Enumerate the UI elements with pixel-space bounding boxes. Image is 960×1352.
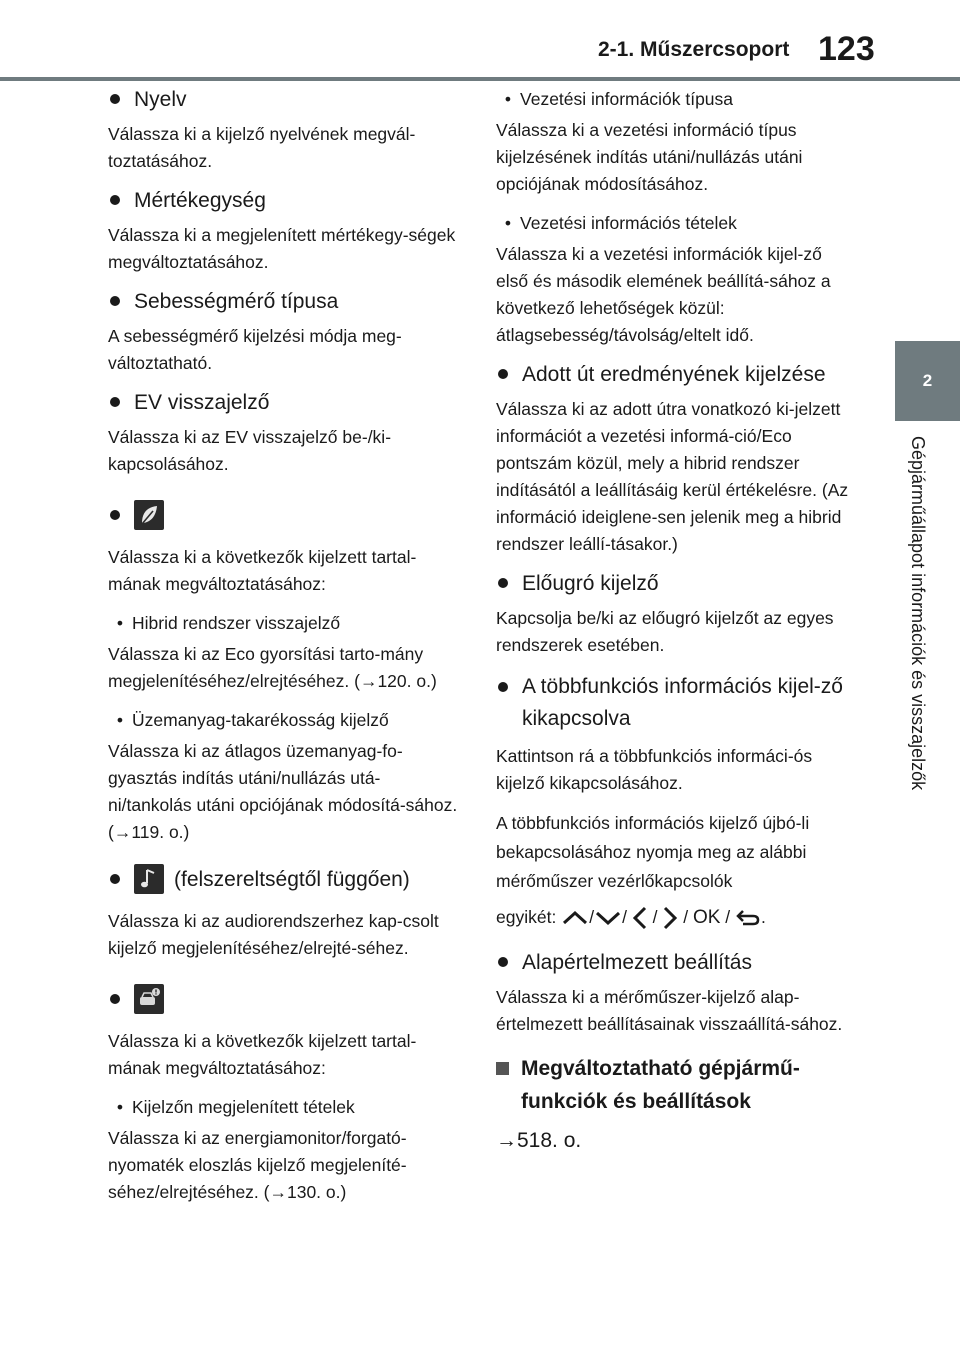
bullet-icon [110, 994, 120, 1004]
section-heading: Előugró kijelző [496, 570, 851, 597]
chapter-tab: 2 [895, 341, 960, 421]
section-heading: Mértékegység [108, 187, 463, 214]
chapter-side-label: Gépjárműállapot információk és visszajelzők [908, 436, 928, 791]
list-item: • Üzemanyag-takarékosság kijelző [108, 707, 463, 734]
control-switches-line: egyikét: / / / / OK / . [496, 902, 851, 933]
chevron-right-icon [662, 905, 678, 931]
chapter-title: 2-1. Műszercsoport [598, 38, 790, 61]
ok-icon: OK [692, 907, 721, 928]
section-text: Válassza ki az adott útra vonatkozó ki-jelzett információt a vezetési informá-ció/Eco pontszám közül, mely a hibrid rendszer indításától a leállításáig kerül értékelésre. (Az információ ideiglene-sen jelenik meg a hibrid rendszer leállí-tásakor.) [496, 399, 849, 554]
list-item-text: Válassza ki a vezetési információk kijel-ző első és második elemének beállítá-sához a következő lehetőségek közül: átlagsebesség/távolság/eltelt idő. [496, 244, 831, 345]
chevron-down-icon [594, 909, 622, 927]
list-item: • Vezetési információk típusa [496, 86, 851, 113]
eco-leaf-icon [134, 500, 164, 530]
bullet-icon [110, 397, 120, 407]
section-heading [108, 500, 463, 530]
section-heading: EV visszajelző [108, 389, 463, 416]
list-item: • Vezetési információs tételek [496, 210, 851, 237]
section-text: Válassza ki a következők kijelzett tartal-mának megváltoztatásához: [108, 547, 417, 594]
vehicle-info-icon [134, 984, 164, 1014]
page-number: 123 [818, 30, 875, 68]
bullet-icon [110, 94, 120, 104]
bullet-icon [110, 874, 120, 884]
list-item: • Kijelzőn megjelenített tételek [108, 1094, 463, 1121]
section-text: A sebességmérő kijelzési módja meg-változtatható. [108, 326, 402, 373]
right-column [496, 86, 851, 1156]
section-heading [108, 984, 463, 1014]
chevron-left-icon [632, 905, 648, 931]
section-text: Válassza ki a kijelző nyelvének megvál-toztatásához. [108, 124, 416, 171]
list-item-text: Válassza ki az energiamonitor/forgató-nyomaték eloszlás kijelző megjeleníté-séhez/elrejtéséhez. (→130. o.) [108, 1128, 407, 1202]
section-text: Kapcsolja be/ki az előugró kijelzőt az egyes rendszerek esetében. [496, 608, 834, 655]
bullet-icon [110, 510, 120, 520]
bullet-icon [110, 296, 120, 306]
section-heading: Adott út eredményének kijelzése [496, 361, 851, 388]
bullet-icon [498, 957, 508, 967]
music-note-icon [134, 864, 164, 894]
bullet-icon [110, 195, 120, 205]
list-item-text: Válassza ki az átlagos üzemanyag-fo-gyasztás indítás utáni/nullázás utá-ni/tankolás utáni opciójának módosítá-sához. (→119. o.) [108, 741, 458, 842]
back-arrow-icon [735, 908, 761, 928]
chevron-up-icon [561, 909, 589, 927]
section-heading: (felszereltségtől függően) [108, 864, 463, 894]
bullet-icon [498, 682, 508, 692]
section-heading: Alapértelmezett beállítás [496, 949, 851, 976]
section-heading: Nyelv [108, 86, 463, 113]
left-column [108, 86, 463, 1218]
header-rule [0, 77, 960, 81]
bullet-icon [498, 578, 508, 588]
list-item: • Hibrid rendszer visszajelző [108, 610, 463, 637]
square-bullet-icon [496, 1062, 509, 1075]
section-text: A többfunkciós információs kijelző újbó-li bekapcsolásához nyomja meg az alábbi mérőműszer vezérlőkapcsolók [496, 813, 810, 891]
section-text: Kattintson rá a többfunkciós informáci-ós kijelző kikapcsolásához. [496, 746, 813, 793]
subsection-heading: Megváltoztatható gépjármű-funkciók és beállítások [496, 1052, 851, 1118]
section-text: Válassza ki az audiorendszerhez kap-csolt kijelző megjelenítéséhez/elrejté-séhez. [108, 911, 439, 958]
section-text: Válassza ki a megjelenített mértékegy-ségek megváltoztatásához. [108, 225, 456, 272]
list-item-text: Válassza ki az Eco gyorsítási tarto-mány megjelenítéséhez/elrejtéséhez. (→120. o.) [108, 644, 437, 691]
list-item-text: Válassza ki a vezetési információ típus kijelzésének indítás utáni/nullázás utáni opciójának módosításához. [496, 120, 803, 194]
bullet-icon [498, 369, 508, 379]
section-text: Válassza ki az EV visszajelző be-/ki-kapcsolásához. [108, 427, 392, 474]
section-heading: A többfunkciós információs kijel-ző kikapcsolva [496, 671, 851, 735]
section-heading: Sebességmérő típusa [108, 288, 463, 315]
section-text: Válassza ki a mérőműszer-kijelző alap-értelmezett beállításainak visszaállítá-sához. [496, 987, 843, 1034]
section-text: Válassza ki a következők kijelzett tartal-mának megváltoztatásához: [108, 1031, 417, 1078]
page-reference: →518. o. [496, 1129, 582, 1152]
